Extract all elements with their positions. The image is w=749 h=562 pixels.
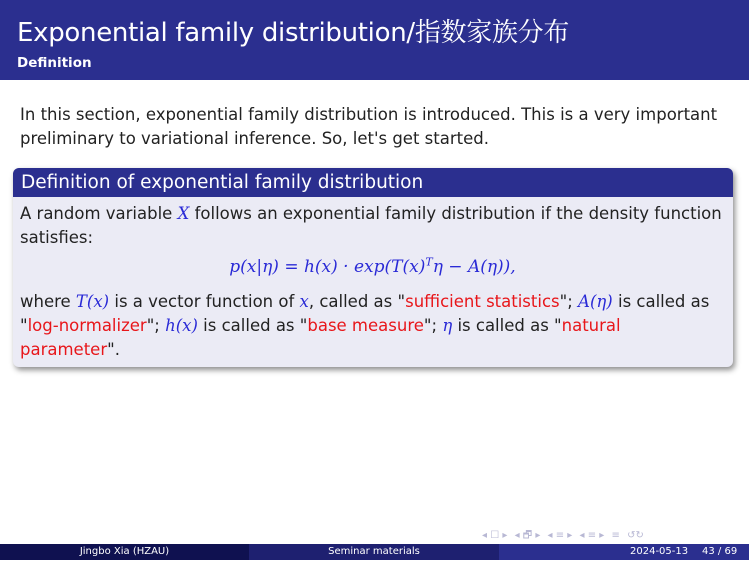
text-span: is called as ": [197, 316, 308, 335]
definition-block: [13, 168, 733, 367]
block-body: [13, 197, 733, 362]
title-bar: [0, 0, 749, 80]
block-title: Definition of exponential family distribution: [13, 168, 733, 197]
section-nav-icon[interactable]: ◂ ≡ ▸: [547, 530, 573, 541]
formula-rhs: η − A(η)),: [432, 257, 516, 277]
term-base-measure: base measure: [307, 316, 424, 335]
text-span: ";: [423, 316, 443, 335]
text-span: ";: [146, 316, 166, 335]
formula-lhs: p(x|η) = h(x) · exp(T(x): [229, 257, 426, 277]
math-A-eta: A(η): [578, 292, 613, 311]
terms-explanation: [20, 290, 725, 362]
intro-paragraph: In this section, exponential family distribution is introduced. This is a very important preliminary to variational inference. So, let's get started.: [20, 105, 718, 148]
math-eta: η: [442, 316, 453, 335]
term-log-normalizer: log-normalizer: [27, 316, 147, 335]
text-span: where: [20, 292, 76, 311]
beamer-navigation: [482, 528, 732, 542]
document-nav-icon[interactable]: ◂ ≡ ▸: [579, 530, 605, 541]
definition-sentence: [20, 202, 725, 250]
text-span: ";: [559, 292, 579, 311]
text-span: follows an exponential family distribution if the density function satisfies:: [20, 204, 722, 247]
term-sufficient-statistics: sufficient statistics: [405, 292, 560, 311]
text-span: , called as ": [308, 292, 406, 311]
footer-event: Seminar materials: [249, 544, 499, 560]
align-icon[interactable]: ≡: [611, 530, 620, 541]
footer: [0, 544, 749, 560]
text-span: is a vector function of: [109, 292, 300, 311]
text-span: ".: [107, 340, 120, 359]
text-span: A random variable: [20, 204, 178, 223]
frame-nav-icon[interactable]: ◂ ☐ ▸: [482, 530, 508, 541]
math-x: x: [299, 292, 309, 311]
footer-page-number: 43 / 69: [702, 546, 738, 557]
slide-title: Exponential family distribution/指数家族分布: [17, 18, 570, 48]
text-span: is called as ": [452, 316, 562, 335]
footer-right: [499, 544, 749, 560]
footer-date: 2024-05-13: [630, 546, 689, 557]
math-variable-X: X: [177, 204, 190, 223]
search-icon[interactable]: ↺↻: [627, 530, 644, 541]
math-Tx: T(x): [75, 292, 110, 311]
formula-superscript: T: [425, 255, 433, 269]
text-span: is called as ": [20, 292, 710, 335]
footer-author: Jingbo Xia (HZAU): [0, 544, 249, 560]
term-natural-parameter: natural parameter: [20, 316, 621, 359]
math-hx: h(x): [165, 316, 198, 335]
subsection-nav-icon[interactable]: ◂ 🗗 ▸: [514, 530, 541, 541]
slide-subtitle: Definition: [17, 55, 92, 71]
density-formula: [20, 252, 725, 282]
